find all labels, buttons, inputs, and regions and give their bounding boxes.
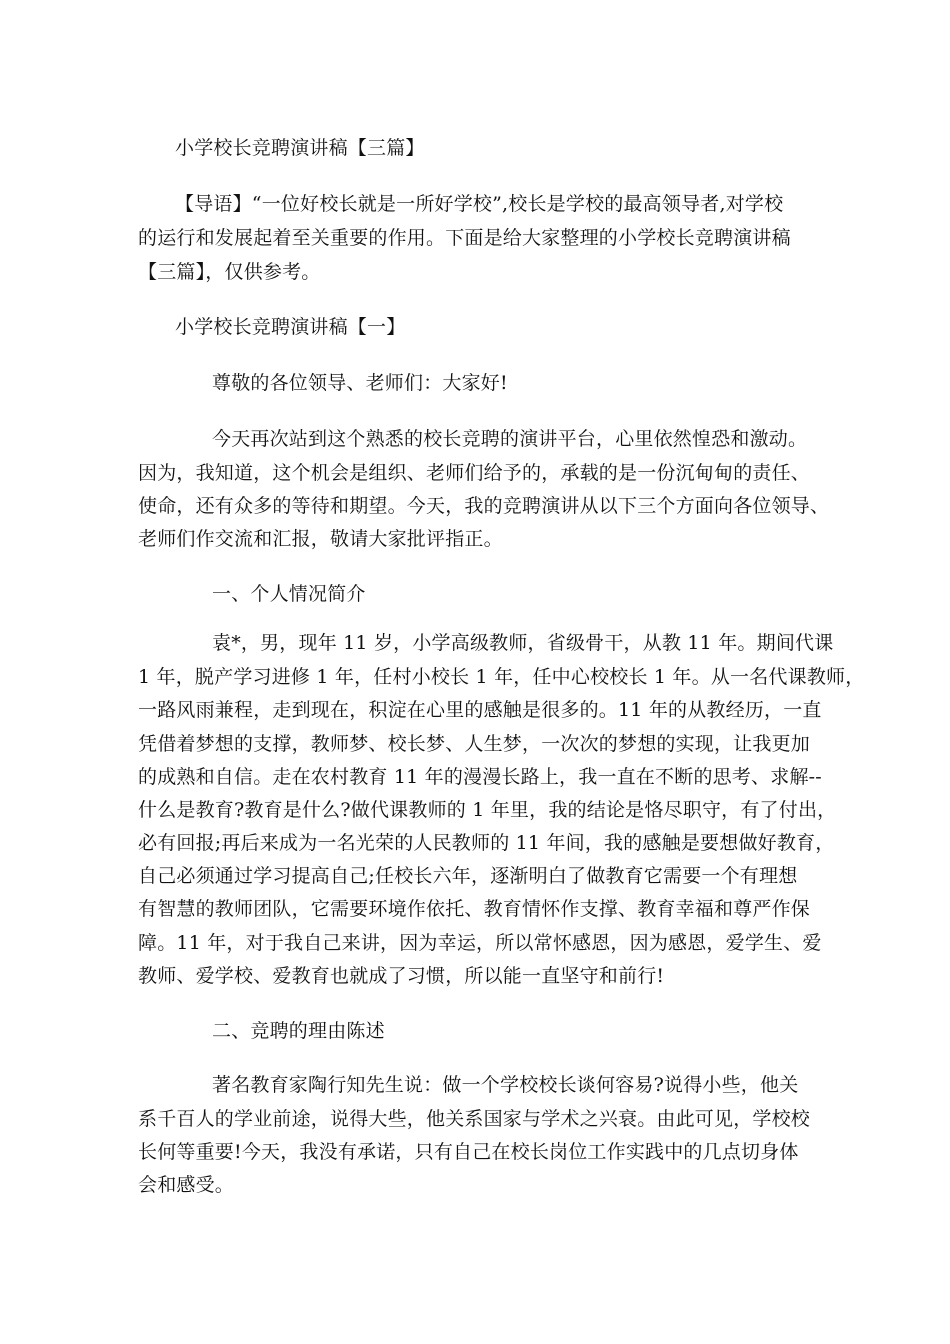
heading-personal-intro: 一、个人情况简介 [212, 583, 366, 605]
para2-line-10: 障。11 年，对于我自己来讲，因为幸运，所以常怀感恩，因为感恩，爱学生、爱 [138, 932, 822, 954]
para2-line-3: 一路风雨兼程，走到现在，积淀在心里的感触是很多的。11 年的从教经历，一直 [138, 699, 822, 721]
para2-line-4: 凭借着梦想的支撑，教师梦、校长梦、人生梦，一次次的梦想的实现，让我更加 [138, 733, 811, 755]
para3-line-3: 长何等重要!今天，我没有承诺，只有自己在校长岗位工作实践中的几点切身体 [138, 1141, 799, 1163]
para1-line-3: 使命，还有众多的等待和期望。今天，我的竞聘演讲从以下三个方面向各位领导、 [138, 495, 830, 517]
para2-line-2: 1 年，脱产学习进修 1 年，任村小校长 1 年，任中心校校长 1 年。从一名代课教师， [138, 666, 865, 688]
para2-line-9: 有智慧的教师团队，它需要环境作依托、教育情怀作支撑、教育幸福和尊严作保 [138, 898, 811, 920]
para3-line-4: 会和感受。 [138, 1174, 235, 1196]
para2-line-6: 什么是教育?教育是什么?做代课教师的 1 年里，我的结论是恪尽职守，有了付出， [138, 799, 837, 821]
para1-line-2: 因为，我知道，这个机会是组织、老师们给予的，承载的是一份沉甸甸的责任、 [138, 462, 811, 484]
greeting: 尊敬的各位领导、老师们：大家好! [212, 372, 508, 394]
section-title: 小学校长竞聘演讲稿【一】 [175, 316, 406, 338]
para3-line-1: 著名教育家陶行知先生说：做一个学校校长谈何容易?说得小些，他关 [212, 1074, 799, 1096]
para2-line-8: 自己必须通过学习提高自己;任校长六年，逐渐明白了做教育它需要一个有理想 [138, 865, 798, 887]
para2-line-5: 的成熟和自信。走在农村教育 11 年的漫漫长路上，我一直在不断的思考、求解-- [138, 766, 822, 788]
intro-line-2: 的运行和发展起着至关重要的作用。下面是给大家整理的小学校长竞聘演讲稿 [138, 227, 791, 249]
para2-line-1: 袁*，男，现年 11 岁，小学高级教师，省级骨干，从教 11 年。期间代课 [212, 632, 834, 654]
intro-line-1: 【导语】“一位好校长就是一所好学校”,校长是学校的最高领导者,对学校 [175, 193, 784, 215]
heading-reasons: 二、竞聘的理由陈述 [212, 1020, 385, 1042]
document-title: 小学校长竞聘演讲稿【三篇】 [175, 137, 425, 159]
para2-line-7: 必有回报;再后来成为一名光荣的人民教师的 11 年间，我的感触是要想做好教育， [138, 832, 835, 854]
intro-line-3: 【三篇】，仅供参考。 [138, 261, 321, 283]
para1-line-1: 今天再次站到这个熟悉的校长竞聘的演讲平台，心里依然惶恐和激动。 [212, 428, 808, 450]
para1-line-4: 老师们作交流和汇报，敬请大家批评指正。 [138, 528, 503, 550]
para3-line-2: 系千百人的学业前途，说得大些，他关系国家与学术之兴衰。由此可见，学校校 [138, 1108, 811, 1130]
para2-line-11: 教师、爱学校、爱教育也就成了习惯，所以能一直坚守和前行! [138, 965, 665, 987]
